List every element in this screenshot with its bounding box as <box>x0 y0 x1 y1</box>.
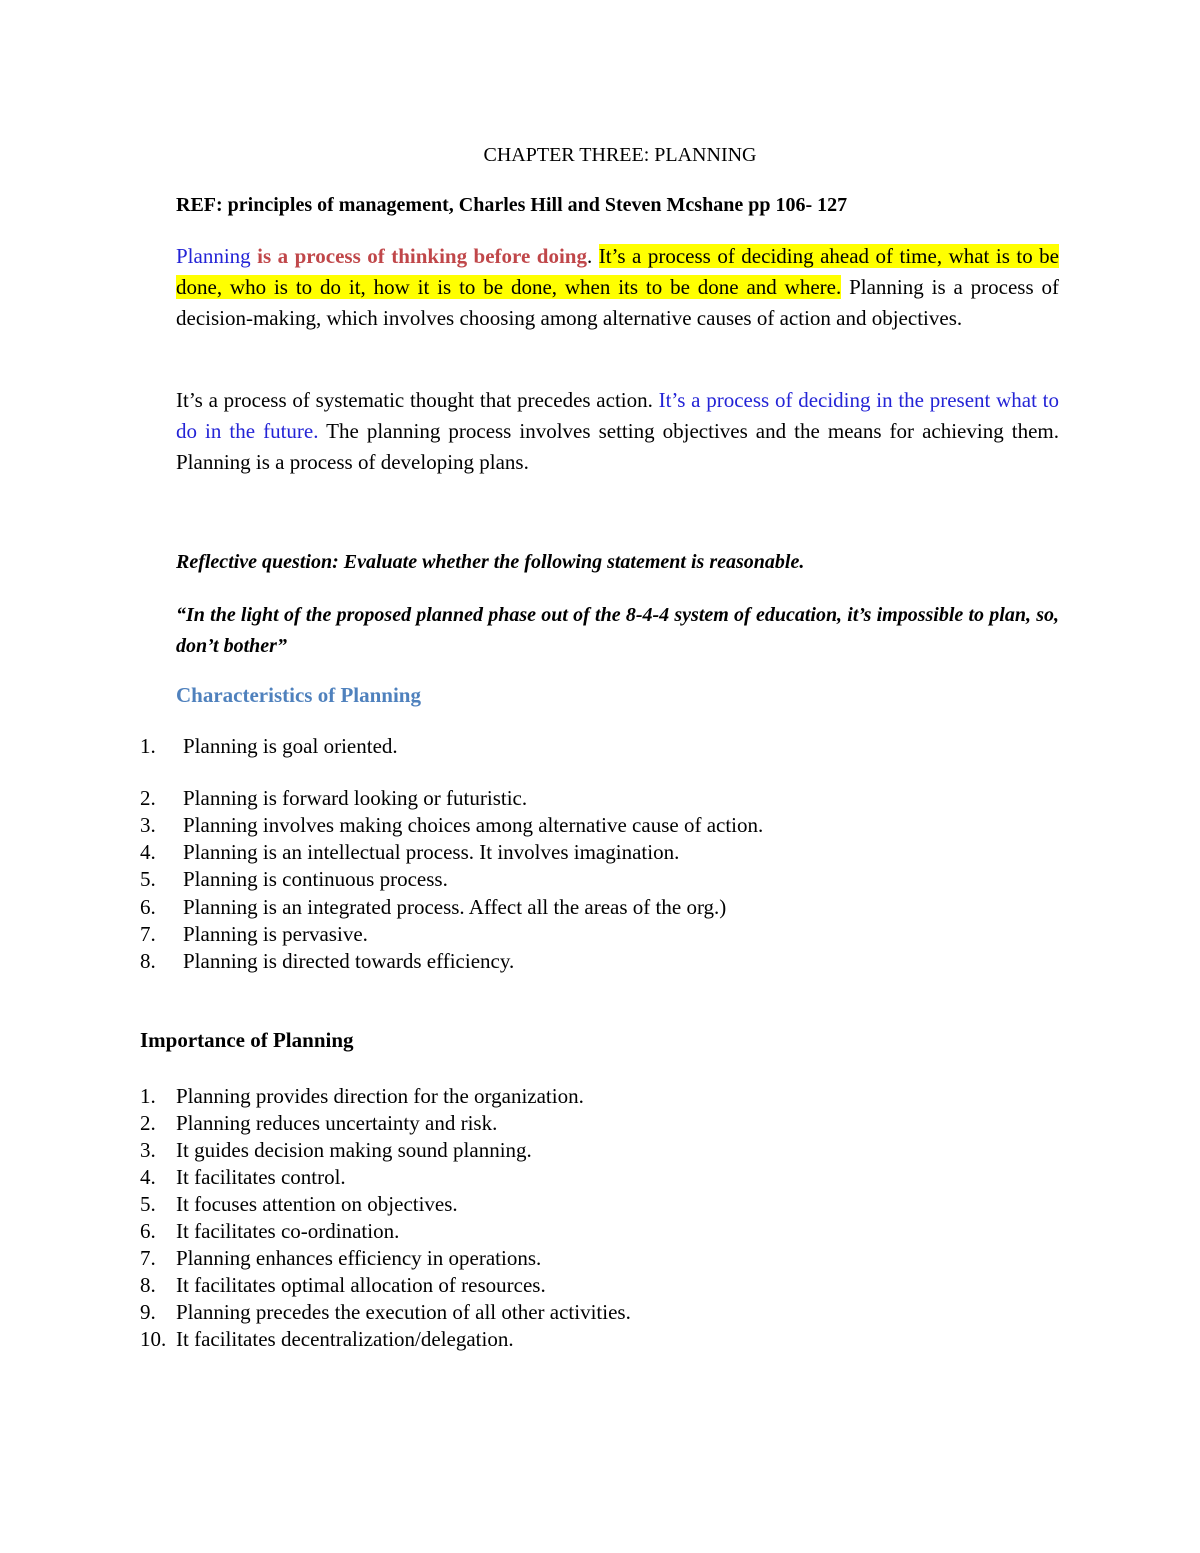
paragraph-systematic <box>176 385 1059 478</box>
paragraph-definition <box>176 241 1059 334</box>
characteristic-item-number: 8. <box>140 949 156 973</box>
importance-item-number: 1. <box>140 1084 156 1108</box>
para2-text-b: The planning process involves setting objectives and the means for achieving them. Planning is a process of developing plans. <box>176 419 1059 474</box>
characteristic-item <box>0 812 1200 839</box>
characteristic-item-number: 6. <box>140 895 156 919</box>
characteristic-item <box>0 785 1200 812</box>
importance-item-number: 2. <box>140 1111 156 1135</box>
importance-item-text: It guides decision making sound planning. <box>176 1138 532 1162</box>
importance-item <box>0 1299 1200 1326</box>
importance-item-text: It facilitates optimal allocation of resources. <box>176 1273 546 1297</box>
characteristic-item <box>0 839 1200 866</box>
chapter-title: CHAPTER THREE: PLANNING <box>483 144 757 166</box>
para2-blue-text: It’s a process of deciding in the present what to do in the future. <box>176 388 1059 443</box>
para1-blue-text: Planning <box>176 244 258 268</box>
characteristic-item-number: 5. <box>140 867 156 891</box>
characteristic-item-text: Planning is pervasive. <box>183 922 368 946</box>
characteristic-item-number: 3. <box>140 813 156 837</box>
importance-item <box>0 1083 1200 1110</box>
para1-red-text: is a process of thinking before doing <box>257 244 587 268</box>
importance-item-number: 9. <box>140 1300 156 1324</box>
characteristic-item-text: Planning is continuous process. <box>183 867 448 891</box>
characteristic-item-text: Planning is directed towards efficiency. <box>183 949 515 973</box>
importance-item-number: 4. <box>140 1165 156 1189</box>
importance-item-text: Planning precedes the execution of all other activities. <box>176 1300 631 1324</box>
para1-highlighted-text: It’s a process of deciding ahead of time, what is to be done, who is to do it, how it is to be done, when its to be done and where. <box>176 244 1060 299</box>
importance-item <box>0 1272 1200 1299</box>
importance-item-number: 5. <box>140 1192 156 1216</box>
importance-item-text: It facilitates control. <box>176 1165 346 1189</box>
characteristic-item-number: 2. <box>140 786 156 810</box>
importance-item <box>0 1326 1200 1353</box>
characteristic-item-number: 7. <box>140 922 156 946</box>
characteristic-item-text: Planning is an intellectual process. It involves imagination. <box>183 840 680 864</box>
importance-item <box>0 1137 1200 1164</box>
importance-item-text: Planning provides direction for the organization. <box>176 1084 584 1108</box>
importance-item <box>0 1245 1200 1272</box>
characteristic-item-text: Planning is an integrated process. Affect all the areas of the org.) <box>183 895 727 919</box>
reference-line: REF: principles of management, Charles Hill and Steven Mcshane pp 106- 127 <box>176 194 848 216</box>
importance-heading: Importance of Planning <box>140 1028 354 1052</box>
importance-item <box>0 1110 1200 1137</box>
importance-item-number: 6. <box>140 1219 156 1243</box>
importance-item <box>0 1191 1200 1218</box>
importance-item-text: It focuses attention on objectives. <box>176 1192 458 1216</box>
importance-item-text: Planning reduces uncertainty and risk. <box>176 1111 498 1135</box>
characteristic-item <box>0 894 1200 921</box>
reflective-question: Reflective question: Evaluate whether the following statement is reasonable. <box>176 551 805 573</box>
importance-item <box>0 1164 1200 1191</box>
characteristic-item-text: Planning is forward looking or futuristic. <box>183 786 528 810</box>
characteristic-item <box>0 733 1200 760</box>
importance-item-number: 3. <box>140 1138 156 1162</box>
characteristic-item-text: Planning is goal oriented. <box>183 734 398 758</box>
importance-item-number: 7. <box>140 1246 156 1270</box>
importance-item-number: 8. <box>140 1273 156 1297</box>
characteristic-item <box>0 866 1200 893</box>
characteristic-item <box>0 921 1200 948</box>
para1-dot: . <box>587 244 599 268</box>
reflective-quote: “In the light of the proposed planned phase out of the 8-4-4 system of education, it’s impossible to plan, so, don’t bother” <box>176 604 1059 657</box>
characteristic-item-number: 1. <box>140 734 156 758</box>
importance-item-text: Planning enhances efficiency in operations. <box>176 1246 542 1270</box>
characteristic-item-number: 4. <box>140 840 156 864</box>
characteristics-heading: Characteristics of Planning <box>176 683 421 707</box>
importance-item-text: It facilitates co-ordination. <box>176 1219 400 1243</box>
importance-item-text: It facilitates decentralization/delegation. <box>176 1327 514 1351</box>
characteristic-item-text: Planning involves making choices among alternative cause of action. <box>183 813 764 837</box>
importance-item <box>0 1218 1200 1245</box>
importance-item-number: 10. <box>140 1327 167 1351</box>
para2-text-a: It’s a process of systematic thought that precedes action. <box>176 388 659 412</box>
characteristic-item <box>0 948 1200 975</box>
para1-rest-text: Planning is a process of decision-making, which involves choosing among alternative causes of action and objectives. <box>176 275 1059 330</box>
